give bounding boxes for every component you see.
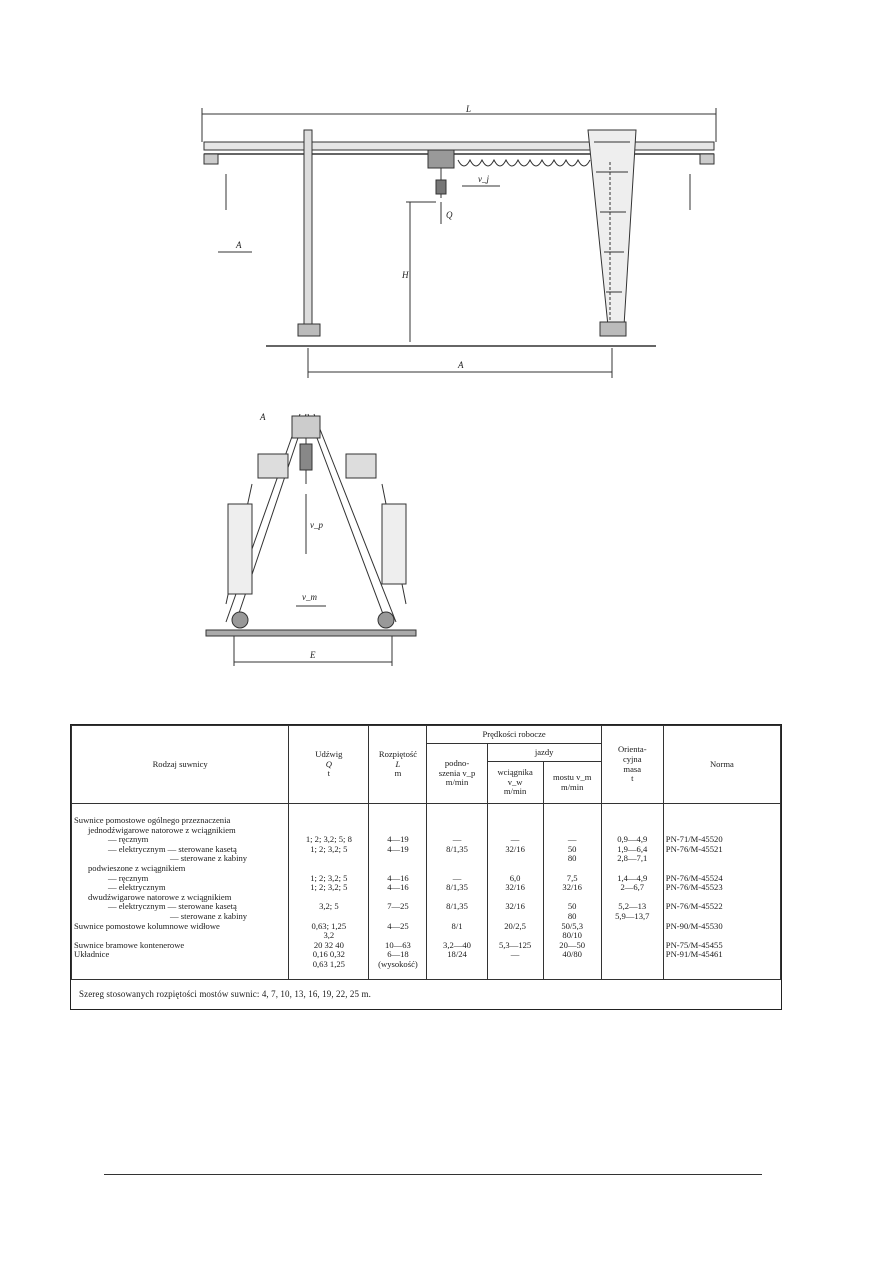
crane-spec-table-box (70, 724, 782, 1010)
header-trolley: wciągnika v_w m/min (487, 762, 543, 804)
col-trolley-cell: — 32/16 6,0 32/16 32/16 20/2,5 5,3—125 — (487, 804, 543, 980)
span-series-footnote: Szereg stosowanych rozpiętości mostów suwnic: 4, 7, 10, 13, 16, 19, 22, 25 m. (79, 989, 371, 999)
trolley-speed-label: v_j (478, 174, 489, 184)
lift-speed-label: v_p (310, 520, 323, 530)
header-mass: Orienta- cyjna masa t (601, 726, 663, 804)
col-capacity-cell: 1; 2; 3,2; 5; 8 1; 2; 3,2; 5 1; 2; 3,2; 5 1; 2; 3,2; 5 3,2; 5 0,63; 1,25 3,2 20 32 40 0,16 0,32 0,63 1,25 (289, 804, 369, 980)
col-lift-cell: — 8/1,35 — 8/1,35 8/1,35 8/1 3,2—40 18/24 (427, 804, 487, 980)
col-mass-cell: 0,9—4,9 1,9—6,4 2,8—7,1 1,4—4,9 2—6,7 5,2—13 5,9—13,7 (601, 804, 663, 980)
dim-H-label: H (402, 270, 409, 280)
load-Q-label: Q (446, 210, 453, 220)
dim-A-span-label: A (458, 360, 464, 370)
crane-side-view-drawing (196, 404, 426, 669)
col-bridge-cell: — 50 80 7,5 32/16 50 80 50/5,3 80/10 20—50 40/80 (543, 804, 601, 980)
view-A-arrow-label: A (236, 240, 242, 250)
footer-rule (104, 1174, 762, 1175)
view-A-label: A (260, 412, 266, 422)
col-type-cell: Suwnice pomostowe ogólnego przeznaczenia jednodźwigarowe natorowe z wciągnikiem — ręcznym — elektrycznym — sterowane kasetą — sterowane z kabiny podwieszone z wciągnikiem — ręcznym — elektrycznym dwudźwigarowe natorowe z wciągnikiem — elektrycznym — sterowane kasetą — sterowane z kabiny Suwnice pomostowe kolumnowe widłowe Suwnice bramowe kontenerowe Układnice (72, 804, 289, 980)
dim-E-label: E (310, 650, 316, 660)
crane-spec-table (71, 725, 781, 980)
crane-front-view-drawing (196, 102, 722, 385)
header-travel: jazdy (487, 744, 601, 762)
header-lifting: podno- szenia v_p m/min (427, 744, 487, 804)
header-speeds: Prędkości robocze (427, 726, 601, 744)
header-type: Rodzaj suwnicy (72, 726, 289, 804)
col-norm-cell: PN-71/M-45520 PN-76/M-45521 PN-76/M-45524 PN-76/M-45523 PN-76/M-45522 PN-90/M-45530 PN-75/M-45455 PN-91/M-45461 (663, 804, 780, 980)
header-bridge: mostu v_m m/min (543, 762, 601, 804)
header-capacity: Udźwig Q t (289, 726, 369, 804)
col-span-cell: 4—19 4—19 4—16 4—16 7—25 4—25 10—63 6—18 (wysokość) (369, 804, 427, 980)
header-norm: Norma (663, 726, 780, 804)
bridge-speed-label: v_m (302, 592, 317, 602)
header-span: Rozpiętość L m (369, 726, 427, 804)
dim-L-label: L (466, 104, 472, 114)
